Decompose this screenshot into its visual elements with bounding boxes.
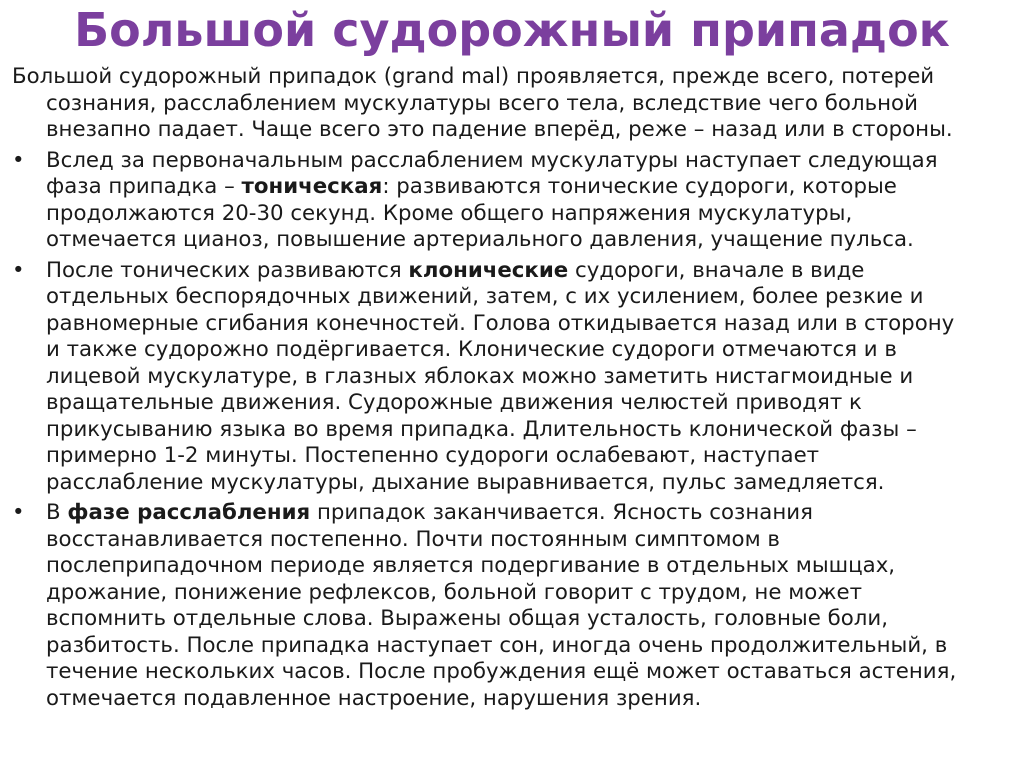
bold-term-tonic: тоническая xyxy=(241,174,383,199)
bullet-line: продолжаются 20-30 секунд. Кроме общего напряжения мускулатуры, xyxy=(46,200,853,226)
bullet-line: разбитость. После припадка наступает сон, иногда очень продолжительный, в xyxy=(46,632,948,658)
intro-line: Большой судорожный припадок (grand mal) проявляется, прежде всего, потерей xyxy=(12,64,935,89)
bullet-line: послеприпадочном периоде является подергивание в отдельных мышцах, xyxy=(46,553,896,578)
bullet-line: отдельных беспорядочных движений, затем, с их усилением, более резкие и xyxy=(46,284,924,309)
text-run: фаза припадка – xyxy=(46,174,242,199)
bullet-line: дрожание, понижение рефлексов, больной говорит с трудом, не может xyxy=(46,579,862,605)
bullet-line xyxy=(46,174,1016,201)
text-run: : развиваются тонические судороги, которые xyxy=(382,174,897,199)
intro-line: внезапно падает. Чаще всего это падение вперёд, реже – назад или в стороны. xyxy=(46,117,953,142)
intro-paragraph xyxy=(12,64,1016,144)
text-run: судороги, вначале в виде xyxy=(568,257,865,283)
bullet-item xyxy=(12,148,1016,254)
bullet-line: течение нескольких часов. После пробуждения ещё может оставаться астения, xyxy=(46,659,957,684)
bullet-line: Вслед за первоначальным расслаблением мускулатуры наступает следующая xyxy=(46,147,938,173)
bullet-item xyxy=(12,500,1016,712)
bullet-line: вспомнить отдельные слова. Выражены общая усталость, головные боли, xyxy=(46,606,888,631)
bullet-line: лицевой мускулатуре, в глазных яблоках можно заметить нистагмоидные и xyxy=(46,363,914,389)
bullet-line: восстанавливается постепенно. Почти постоянным симптомом в xyxy=(46,526,780,552)
bullet-line xyxy=(46,500,1016,527)
bullet-line xyxy=(46,258,1016,285)
slide-content xyxy=(12,64,1016,716)
text-run: В xyxy=(46,500,68,525)
bullet-line: равномерные сгибания конечностей. Голова откидывается назад или в сторону xyxy=(46,310,955,336)
bullet-line: прикусыванию языка во время припадка. Длительность клонической фазы – xyxy=(46,416,917,442)
bullet-line: отмечается цианоз, повышение артериального давления, учащение пульса. xyxy=(46,227,914,252)
bullet-marker: • xyxy=(12,257,25,283)
bullet-marker: • xyxy=(12,500,25,525)
bullet-item xyxy=(12,258,1016,497)
bullet-list xyxy=(12,148,1016,713)
text-run: припадок заканчивается. Ясность сознания xyxy=(310,500,813,525)
bullet-line: расслабление мускулатуры, дыхание выравнивается, пульс замедляется. xyxy=(46,469,885,495)
bullet-line: отмечается подавленное настроение, нарушения зрения. xyxy=(46,685,702,711)
text-run: После тонических развиваются xyxy=(46,257,409,283)
bullet-marker: • xyxy=(12,147,25,173)
bold-term-clonic: клонические xyxy=(408,257,569,283)
bullet-line: и также судорожно подёргивается. Клонические судороги отмечаются и в xyxy=(46,337,897,362)
intro-line: сознания, расслаблением мускулатуры всего тела, вследствие чего больной xyxy=(46,90,918,116)
page-title: Большой судорожный припадок xyxy=(74,3,950,57)
bold-term-relaxation: фазе расслабления xyxy=(67,500,311,525)
bullet-line: примерно 1-2 минуты. Постепенно судороги ослабевают, наступает xyxy=(46,443,820,468)
bullet-line: вращательные движения. Судорожные движения челюстей приводят к xyxy=(46,390,862,415)
